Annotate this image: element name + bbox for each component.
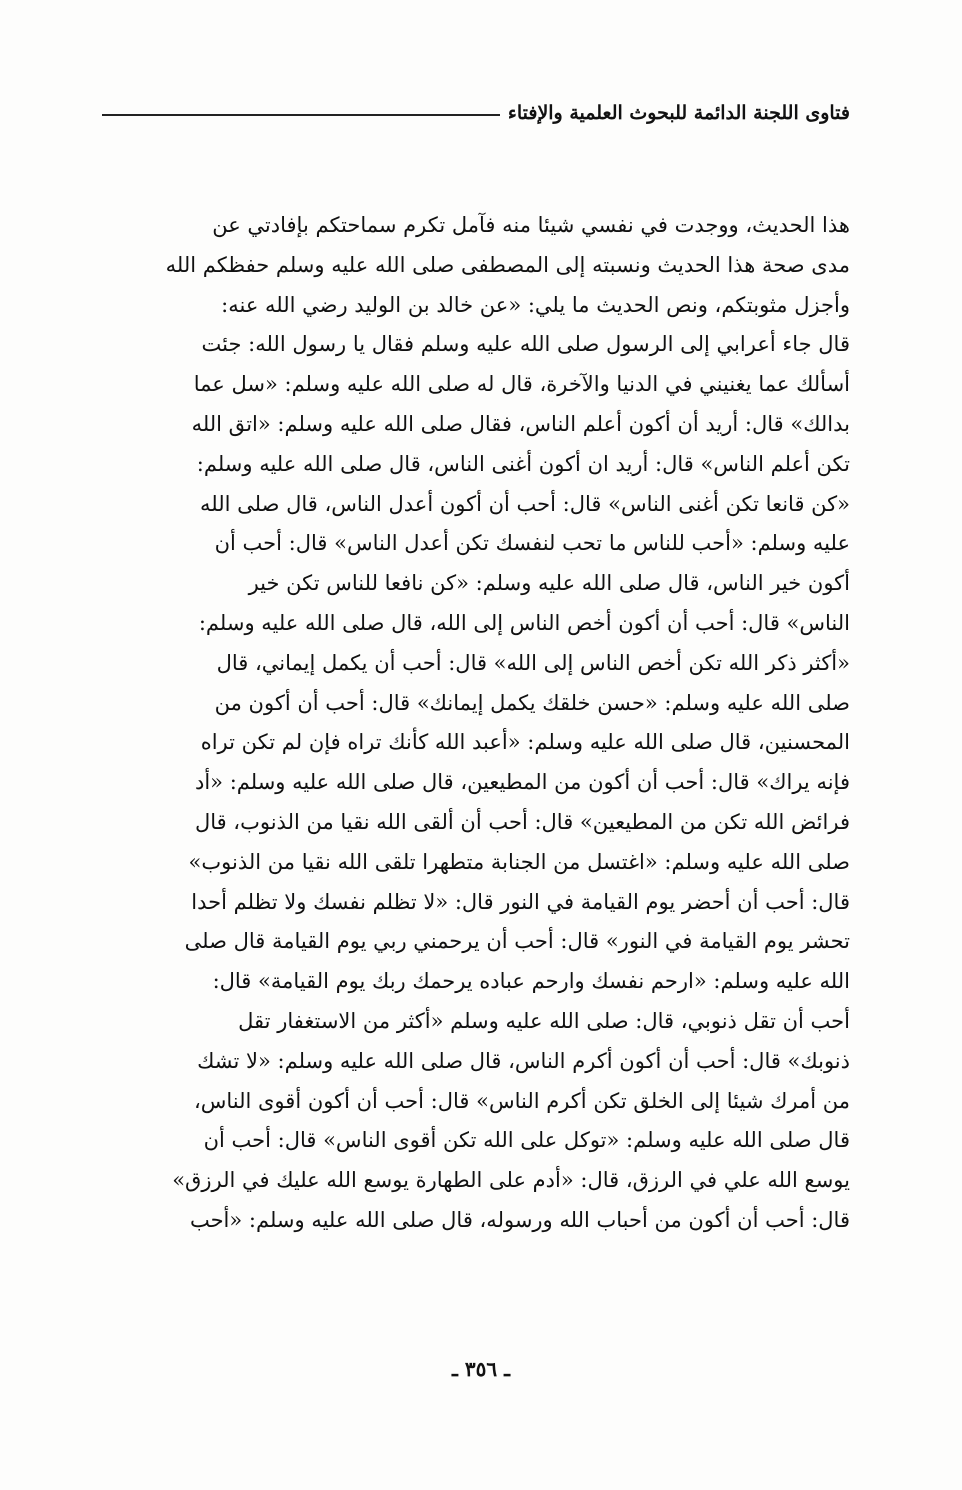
text-line: مدى صحة هذا الحديث ونسبته إلى المصطفى صلى الله عليه وسلم حفظكم الله xyxy=(165,252,850,277)
text-line: صلى الله عليه وسلم: «اغتسل من الجنابة متطهرا تلقى الله نقيا من الذنوب» xyxy=(188,849,850,874)
text-line: ذنوبك» قال: أحب أن أكون أكرم الناس، قال صلى الله عليه وسلم: «لا تشك xyxy=(197,1048,850,1073)
text-line: قال جاء أعرابي إلى الرسول صلى الله عليه وسلم فقال يا رسول الله: جئت xyxy=(201,332,850,357)
text-line: يوسع الله علي في الرزق، قال: «أدم على الطهارة يوسع الله عليك في الرزق» xyxy=(172,1168,850,1193)
text-line: عليه وسلم: «أحب للناس ما تحب لنفسك تكن أعدل الناس» قال: أحب أن xyxy=(214,531,850,556)
text-line: فرائض الله تكن من المطيعين» قال: أحب أن ألقى الله نقيا من الذنوب، قال xyxy=(194,809,850,834)
text-line: فإنه يراك» قال: أحب أن أكون من المطيعين، قال صلى الله عليه وسلم: «أد xyxy=(195,770,850,795)
body-text xyxy=(120,206,850,1241)
text-line: الله عليه وسلم: «ارحم نفسك وارحم عباده يرحمك ربك يوم القيامة» قال: xyxy=(212,969,850,994)
text-line: أحب أن تقل ذنوبي، قال: صلى الله عليه وسلم «أكثر من الاستغفار تقل xyxy=(238,1008,850,1033)
page-number: ـ ٣٥٦ ـ xyxy=(452,1357,510,1381)
text-line: بدالك» قال: أريد أن أكون أعلم الناس، فقال صلى الله عليه وسلم: «اتق الله xyxy=(191,411,850,436)
text-line: هذا الحديث، ووجدت في نفسي شيئا منه فآمل تكرم سماحتكم بإفادتي عن xyxy=(212,213,850,237)
header-rule xyxy=(102,114,500,116)
text-line: صلى الله عليه وسلم: «حسن خلقك يكمل إيمانك» قال: أحب أن أكون من xyxy=(214,690,850,715)
text-line: قال: أحب أن أكون من أحباب الله ورسوله، قال صلى الله عليه وسلم: «أحب xyxy=(189,1207,850,1232)
text-line: أكون خير الناس، قال صلى الله عليه وسلم: «كن نافعا للناس تكن خير xyxy=(248,571,850,596)
text-line: وأجزل مثوبتكم، ونص الحديث ما يلي: «عن خالد بن الوليد رضي الله عنه: xyxy=(221,292,850,317)
text-line: الناس» قال: أحب أن أكون أخص الناس إلى الله، قال صلى الله عليه وسلم: xyxy=(198,610,850,635)
text-line: «أكثر ذكر الله تكن أخص الناس إلى الله» قال: أحب أن يكمل إيماني، قال xyxy=(216,650,850,675)
text-line: تحشر يوم القيامة في النور» قال: أحب أن يرحمني ربي يوم القيامة قال صلى xyxy=(184,929,850,954)
text-line: أسألك عما يغنيني في الدنيا والآخرة، قال له صلى الله عليه وسلم: «سل عما xyxy=(193,372,850,397)
text-line: المحسنين، قال صلى الله عليه وسلم: «أعبد الله كأنك تراه فإن لم تكن تراه xyxy=(200,730,850,755)
text-line: من أمرك شيئا إلى الخلق تكن أكرم الناس» قال: أحب أن أكون أقوى الناس، xyxy=(193,1088,850,1113)
running-header xyxy=(102,95,850,131)
header-title: فتاوى اللجنة الدائمة للبحوث العلمية والإفتاء xyxy=(507,102,850,124)
text-line: قال صلى الله عليه وسلم: «توكل على الله تكن أقوى الناس» قال: أحب أن xyxy=(203,1128,850,1153)
text-line: قال: أحب أن أحضر يوم القيامة في النور قال: «لا تظلم نفسك ولا تظلم أحدا xyxy=(191,889,850,914)
text-line: تكن أعلم الناس» قال: أريد ان أكون أغنى الناس، قال صلى الله عليه وسلم: xyxy=(196,451,850,476)
text-line: «كن قانعا تكن أغنى الناس» قال: أحب أن أكون أعدل الناس، قال صلى الله xyxy=(200,491,850,516)
